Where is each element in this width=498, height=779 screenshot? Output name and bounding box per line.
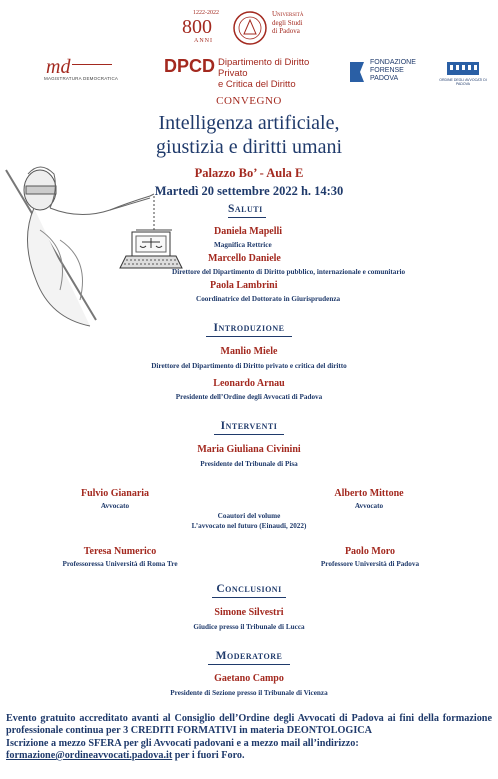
conclusioni-role: Giudice presso il Tribunale di Lucca [193, 623, 305, 631]
moderatore-heading: Moderatore [215, 650, 283, 662]
interventi-left2-role: Professoressa Università di Roma Tre [62, 560, 178, 568]
coauthors-line1: Coautori del volume [217, 512, 281, 520]
event-date: Martedì 20 settembre 2022 h. 14:30 [154, 184, 344, 198]
moderatore-role: Presidente di Sezione presso il Tribunale di Vicenza [170, 689, 328, 697]
interventi-main-role: Presidente del Tribunale di Pisa [200, 460, 298, 468]
interventi-right1-name: Alberto Mittone [334, 488, 404, 499]
introduzione-underline [206, 336, 292, 337]
fff-line1: FONDAZIONE [370, 59, 416, 66]
dpcd-logo [164, 54, 324, 90]
intro-speaker-2-name: Leonardo Arnau [213, 378, 285, 389]
fff-line2: FORENSE [370, 67, 404, 74]
interventi-left2-name: Teresa Numerico [83, 546, 157, 557]
interventi-coauthors [0, 511, 498, 531]
saluti-speaker-1-role: Magnifica Rettrice [214, 241, 272, 249]
dpcd-line2: e Critica del Diritto [218, 79, 296, 90]
interventi-right2-role: Professore Università di Padova [320, 560, 420, 568]
col-sub: ORDINE DEGLI AVVOCATI DI PADOVA [439, 78, 487, 86]
unipd-800: 800 [182, 16, 212, 38]
md-logo-text: md [46, 56, 71, 78]
interventi-right1-role: Avvocato [354, 502, 384, 510]
unipd-years: 1222-2022 [193, 10, 219, 16]
coauthors-line2: L’avvocato nel futuro (Einaudi, 2022) [191, 522, 307, 530]
interventi-main-name: Maria Giuliana Civinini [197, 444, 301, 455]
event-venue: Palazzo Bo’ - Aula E [194, 166, 304, 180]
moderatore-underline [208, 664, 290, 665]
conclusioni-name: Simone Silvestri [214, 607, 284, 618]
footer-email-line [6, 750, 492, 762]
intro-speaker-1-name: Manlio Miele [220, 346, 278, 357]
unipd-name-line1: Università [272, 10, 304, 18]
interventi-left1-role: Avvocato [100, 502, 130, 510]
interventi-left1-name: Fulvio Gianaria [80, 488, 150, 499]
intro-speaker-1-role: Direttore del Dipartimento di Diritto privato e critica del diritto [151, 362, 347, 370]
saluti-speaker-3-role: Coordinatrice del Dottorato in Giurisprudenza [196, 295, 341, 303]
md-logo-sub: MAGISTRATURA DEMOCRATICA [44, 76, 119, 81]
unipd-seal-icon [232, 10, 268, 46]
dpcd-line1: Dipartimento di Diritto Privato [218, 57, 310, 79]
dpcd-abbr: DPCD [164, 56, 216, 76]
moderatore-name: Gaetano Campo [214, 673, 284, 684]
interventi-heading: Interventi [220, 420, 278, 432]
colosseum-icon [446, 58, 480, 76]
saluti-heading: Saluti [228, 203, 263, 215]
saluti-speaker-2-role: Direttore del Dipartimento di Diritto pubblico, internazionale e comunitario [172, 268, 406, 276]
unipd-name-line2: degli Studi [272, 18, 303, 27]
event-kind: CONVEGNO [216, 95, 282, 107]
introduzione-heading: Introduzione [213, 322, 285, 334]
fondazione-forense-logo [348, 56, 428, 86]
saluti-speaker-3-name: Paola Lambrini [210, 280, 278, 291]
fondazione-forense-mark-icon [348, 60, 366, 84]
conclusioni-underline [212, 597, 286, 598]
conclusioni-heading: Conclusioni [216, 583, 282, 595]
fff-line3: PADOVA [370, 75, 399, 82]
footer-info [6, 713, 492, 762]
footer-text-accreditation: Evento gratuito accreditato avanti al Consiglio dell’Ordine degli Avvocati di Padova ai fini della formazione professionale continua per 3 CREDITI FORMATIVI in materia DEONTOLOGICA [6, 713, 492, 737]
saluti-speaker-1-name: Daniela Mapelli [214, 226, 283, 237]
unipd-anni: ANNI [194, 38, 213, 44]
footer-text-suffix: per i fuori Foro. [172, 749, 245, 761]
footer-email-link[interactable]: formazione@ordineavvocati.padova.it [6, 749, 173, 761]
event-title [100, 111, 398, 159]
saluti-speaker-2-name: Marcello Daniele [208, 253, 281, 264]
footer-text-registration: Iscrizione a mezzo SFERA per gli Avvocati padovani e a mezzo mail all’indirizzo: [6, 737, 359, 749]
ordine-avvocati-logo [438, 58, 488, 88]
md-logo [44, 58, 134, 82]
saluti-underline [228, 217, 266, 218]
event-title-line1: Intelligenza artificiale, [158, 112, 340, 134]
unipd-name-line3: di Padova [272, 27, 300, 35]
event-title-line2: giustizia e diritti umani [155, 136, 343, 158]
unipd-logo [182, 8, 312, 48]
interventi-right2-name: Paolo Moro [344, 546, 396, 557]
intro-speaker-2-role: Presidente dell’Ordine degli Avvocati di Padova [175, 393, 323, 401]
interventi-underline [214, 434, 284, 435]
md-logo-line [72, 64, 112, 65]
